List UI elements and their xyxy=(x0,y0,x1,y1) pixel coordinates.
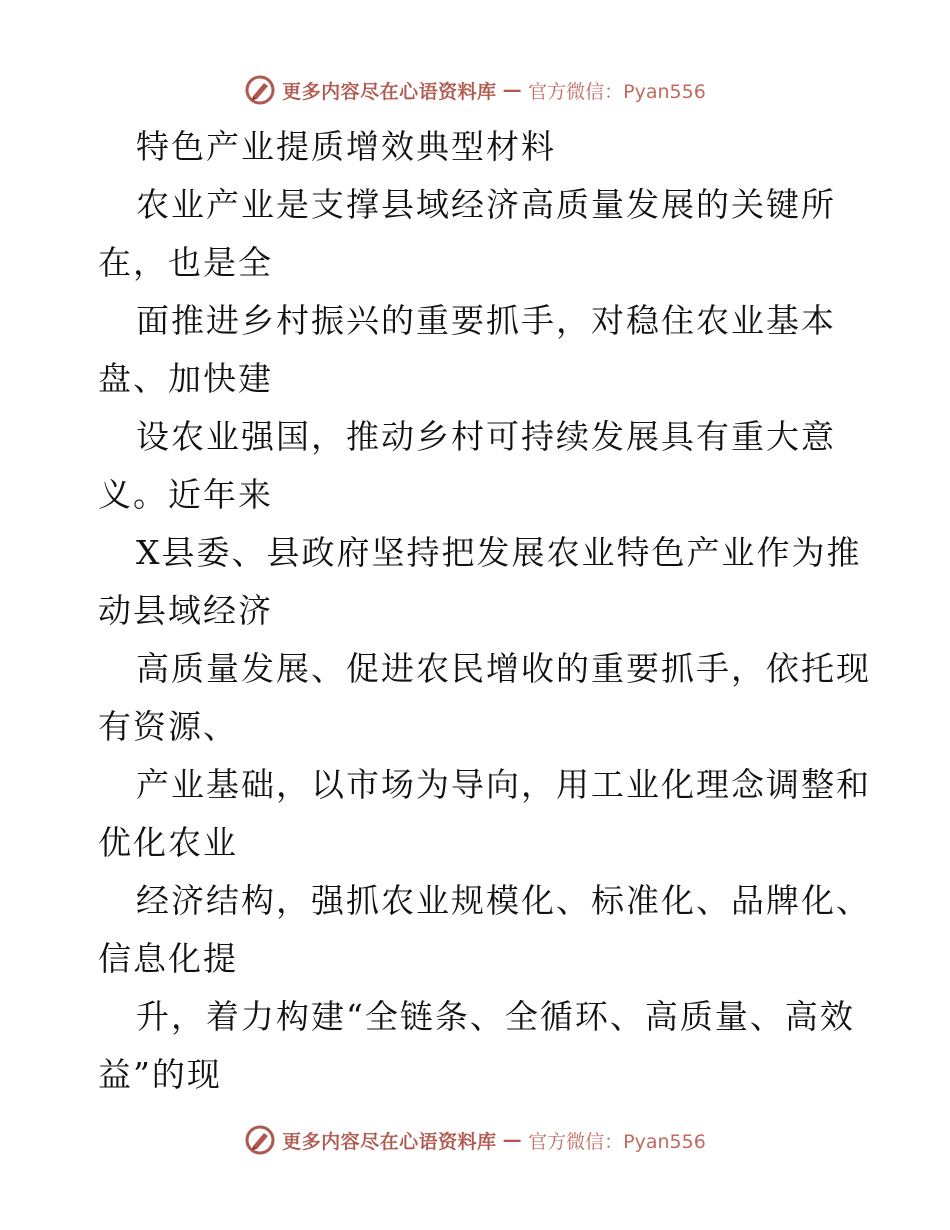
pen-circle-icon xyxy=(244,1124,276,1156)
watermark-brand: 更多内容尽在心语资料库 xyxy=(282,80,497,103)
text-line: 信息化提 xyxy=(98,939,238,978)
header-watermark xyxy=(0,70,950,110)
text-line: 优化农业 xyxy=(98,823,238,862)
watermark-separator: — xyxy=(502,79,523,101)
text-line: 有资源、 xyxy=(98,707,238,746)
text-line: 设农业强国，推动乡村可持续发展具有重大意 xyxy=(136,417,836,456)
text-line: 面推进乡村振兴的重要抓手，对稳住农业基本 xyxy=(136,301,836,340)
text-line: 益”的现 xyxy=(98,1055,222,1094)
text-line: 产业基础，以市场为导向，用工业化理念调整和 xyxy=(136,765,871,804)
text-line: 特色产业提质增效典型材料 xyxy=(136,127,556,166)
text-line: 盘、加快建 xyxy=(98,359,273,398)
watermark-wechat: 官方微信：Pyan556 xyxy=(528,1130,706,1153)
text-line: 农业产业是支撑县域经济高质量发展的关键所 xyxy=(136,185,836,224)
pen-circle-icon xyxy=(244,74,276,106)
watermark-wechat: 官方微信：Pyan556 xyxy=(528,80,706,103)
document-body xyxy=(98,118,871,1104)
text-line: 动县域经济 xyxy=(98,591,273,630)
text-line: 升，着力构建“全链条、全循环、高质量、高效 xyxy=(136,997,855,1036)
watermark-separator: — xyxy=(502,1129,523,1151)
watermark-brand: 更多内容尽在心语资料库 xyxy=(282,1130,497,1153)
footer-watermark xyxy=(0,1120,950,1160)
text-line: 经济结构，强抓农业规模化、标准化、品牌化、 xyxy=(136,881,871,920)
text-line: X县委、县政府坚持把发展农业特色产业作为推 xyxy=(136,533,862,572)
text-line: 义。近年来 xyxy=(98,475,273,514)
text-line: 在，也是全 xyxy=(98,243,273,282)
text-line: 高质量发展、促进农民增收的重要抓手，依托现 xyxy=(136,649,871,688)
